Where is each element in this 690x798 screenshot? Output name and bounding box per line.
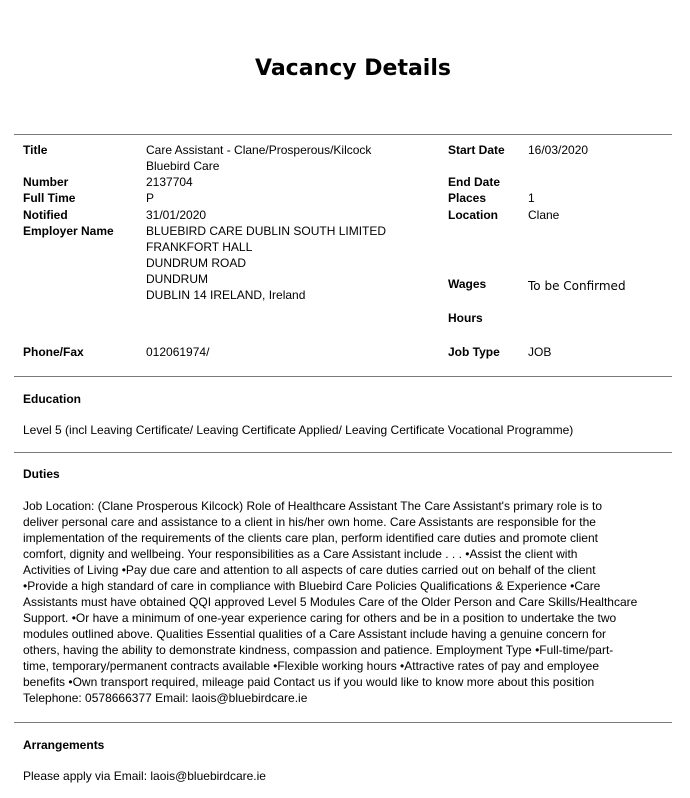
employer-line: DUNDRUM	[146, 272, 208, 286]
value-title: Care Assistant - Clane/Prosperous/Kilcock	[146, 143, 372, 157]
duties-line: modules outlined above. Qualities Essential qualities of a Care Assistant include having a genuine concern for	[23, 627, 607, 641]
value-location: Clane	[528, 208, 560, 222]
value-places: 1	[528, 191, 535, 205]
label-notified: Notified	[23, 208, 68, 222]
duties-line: comfort, dignity and wellbeing. Your responsibilities as a Care Assistant include . . . •Assist the client with	[23, 547, 578, 561]
divider-education	[14, 376, 672, 377]
employer-line: FRANKFORT HALL	[146, 240, 253, 254]
value-notified: 31/01/2020	[146, 208, 207, 222]
arrangements-text: Please apply via Email: laois@bluebirdcare.ie	[23, 769, 266, 783]
duties-text	[23, 498, 673, 706]
divider-arrangements	[14, 722, 672, 723]
duties-heading: Duties	[23, 467, 60, 481]
duties-line: Telephone: 0578666377 Email: laois@bluebirdcare.ie	[23, 691, 308, 705]
value-job-type: JOB	[528, 345, 552, 359]
value-number: 2137704	[146, 175, 193, 189]
label-employer-name: Employer Name	[23, 224, 114, 238]
value-start-date: 16/03/2020	[528, 143, 589, 157]
label-end-date: End Date	[448, 175, 501, 189]
duties-line: Activities of Living •Pay due care and attention to all aspects of care duties carried out on behalf of the client	[23, 563, 596, 577]
label-location: Location	[448, 208, 498, 222]
duties-line: Assistants must have obtained QQI approved Level 5 Modules Care of the Older Person and Care Skills/Healthcare	[23, 595, 638, 609]
education-heading: Education	[23, 392, 82, 406]
label-phone-fax: Phone/Fax	[23, 345, 84, 359]
page-title: Vacancy Details	[255, 56, 451, 81]
value-full-time: P	[146, 191, 155, 205]
label-hours: Hours	[448, 311, 483, 325]
label-wages: Wages	[448, 277, 487, 291]
divider-duties	[14, 452, 672, 453]
employer-line: DUNDRUM ROAD	[146, 256, 246, 270]
duties-line: benefits •Own transport required, mileage paid Contact us if you would like to know more about this position	[23, 675, 595, 689]
label-places: Places	[448, 191, 487, 205]
employer-line: DUBLIN 14 IRELAND, Ireland	[146, 288, 306, 302]
duties-line: Support. •Or have a minimum of one-year experience caring for others and be in a position to undertake the two	[23, 611, 617, 625]
value-wages: To be Confirmed	[528, 279, 626, 293]
label-start-date: Start Date	[448, 143, 505, 157]
value-phone-fax: 012061974/	[146, 345, 210, 359]
divider-top	[14, 134, 672, 135]
duties-line: Job Location: (Clane Prosperous Kilcock) Role of Healthcare Assistant The Care Assistant's primary role is to	[23, 499, 602, 513]
value-title-employer: Bluebird Care	[146, 159, 220, 173]
employer-line: BLUEBIRD CARE DUBLIN SOUTH LIMITED	[146, 224, 387, 238]
value-employer-address	[146, 223, 386, 303]
duties-line: •Provide a high standard of care in compliance with Bluebird Care Policies Qualifications & Experience •Care	[23, 579, 601, 593]
label-job-type: Job Type	[448, 345, 500, 359]
education-text: Level 5 (incl Leaving Certificate/ Leaving Certificate Applied/ Leaving Certificate Vocational Programme)	[23, 423, 574, 437]
label-number: Number	[23, 175, 69, 189]
duties-line: deliver personal care and assistance to a client in his/her own home. Care Assistants are responsible for the	[23, 515, 596, 529]
label-full-time: Full Time	[23, 191, 76, 205]
label-title: Title	[23, 143, 48, 157]
duties-line: others, having the ability to demonstrate kindness, compassion and patience. Employment Type •Full-time/part-	[23, 643, 614, 657]
duties-line: time, temporary/permanent contracts available •Flexible working hours •Attractive rates of pay and employee	[23, 659, 600, 673]
duties-line: implementation of the requirements of the clients care plan, perform identified care duties and promote client	[23, 531, 598, 545]
arrangements-heading: Arrangements	[23, 738, 105, 752]
